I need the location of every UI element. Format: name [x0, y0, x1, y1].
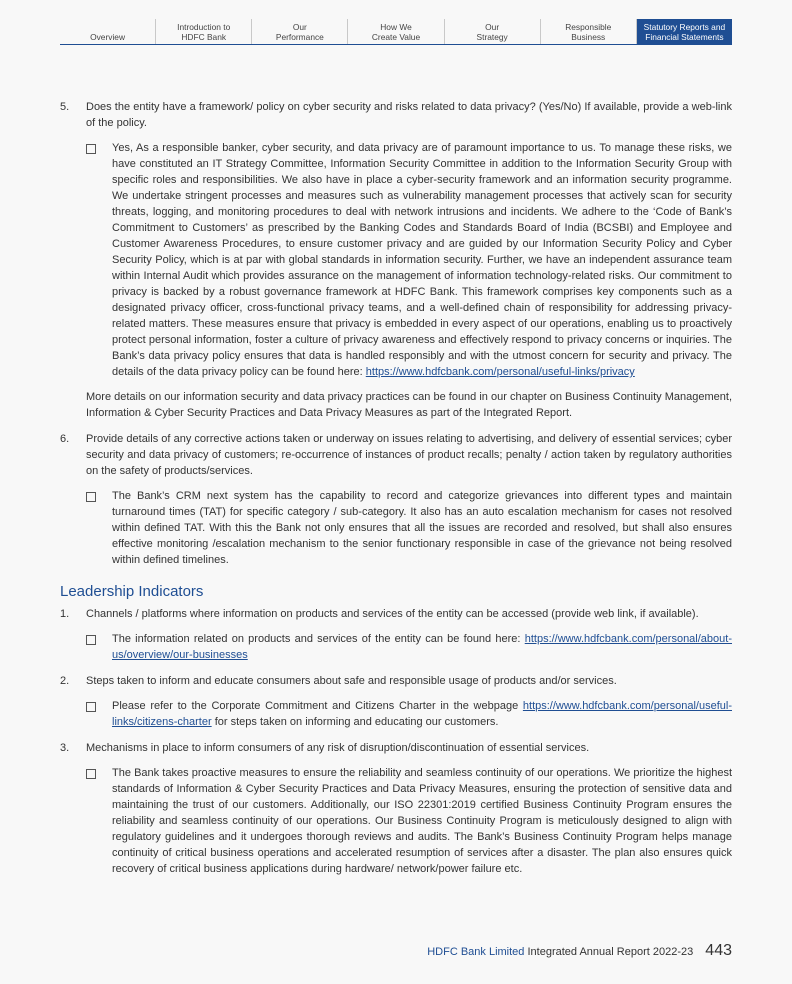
checkbox-bullet-icon	[86, 144, 96, 154]
nav-tab-label: Responsible Business	[565, 22, 612, 42]
more-details-text: More details on our information security and data privacy practices can be found in our chapter on Business Continuity Management, Information & Cyber Security Practices and Data Privacy Measures as part of the Integrated Report.	[86, 391, 732, 419]
answer-text: The information related on products and services of the entity can be found here:	[112, 633, 525, 645]
nav-tab-label: Introduction to HDFC Bank	[177, 22, 231, 42]
question-text: Steps taken to inform and educate consumers about safe and responsible usage of products and/or services.	[86, 675, 617, 687]
nav-tab-introduction[interactable]	[156, 19, 252, 45]
checkbox-bullet-icon	[86, 492, 96, 502]
answer-text: Yes, As a responsible banker, cyber security, and data privacy are of paramount importance to us. To manage these risks, we have constituted an IT Strategy Committee, Information Security Committee in addition to the Information Security Group with specific roles and responsibilities. We also have in place a cyber-security framework and an information security programme. We undertake stringent processes and measures such as vulnerability management processes that actively scan for security threats, logging, and monitoring procedures to deal with network intrusions and incidents. We adhere to the ‘Code of Bank’s Commitment to Customers’ as prescribed by the Banking Codes and Standards Board of India (BCSBI) and Employee and Customer Awareness Procedures, to ensure customer privacy and are guided by our Information Security Policy and Cyber Security Policy, which is at par with global standards in information security. Further, we have an independent assurance team within Internal Audit which provides assurance on the management of information technology-related risks. Our commitment to privacy is backed by a robust governance framework at HDFC Bank. This framework comprises key components such as a designated privacy officer, cross-functional privacy teams, and a well-defined chain of responsibility for addressing privacy-related matters. These measures ensure that privacy is embedded in every aspect of our operations, enabling us to proactively protect personal information, foster a culture of privacy awareness and effectively respond to privacy concerns or inquiries. The Bank’s data privacy policy ensures that data is handled responsibly and with the utmost concern for security and privacy. The details of the data privacy policy can be found here:	[112, 142, 732, 378]
answer-bullet	[86, 698, 732, 730]
answer-bullet	[86, 765, 732, 877]
nav-tab-label: Our Performance	[275, 22, 324, 42]
citizens-charter-link[interactable]: https://www.hdfcbank.com/personal/useful-links/citizens-charter	[112, 700, 732, 728]
nav-tab-performance[interactable]	[252, 19, 348, 45]
footer-bank-name: HDFC Bank Limited	[427, 946, 525, 958]
question-number: 6.	[60, 433, 70, 445]
footer-report-title: Integrated Annual Report 2022-23	[527, 946, 694, 958]
question-text: Provide details of any corrective actions taken or underway on issues relating to advertising, and delivery of essential services; cyber security and data privacy of customers; re-occurrence of instances of product recalls; penalty / action taken by regulatory authorities on the safety of products/services.	[86, 433, 732, 477]
nav-tab-label: Statutory Reports and Financial Statements	[643, 22, 726, 42]
page-number: 443	[705, 942, 732, 959]
answer-text-end: for steps taken on informing and educating our customers.	[211, 716, 499, 728]
leadership-item-3	[60, 740, 732, 877]
leadership-item-2	[60, 673, 732, 730]
nav-tab-strategy[interactable]	[445, 19, 541, 45]
leadership-item-1	[60, 606, 732, 663]
answer-bullet	[86, 631, 732, 663]
question-number: 1.	[60, 608, 70, 620]
nav-tab-label: Overview	[90, 32, 126, 42]
page-footer	[60, 942, 732, 960]
nav-tab-create-value[interactable]	[348, 19, 444, 45]
checkbox-bullet-icon	[86, 702, 96, 712]
answer-text: The Bank takes proactive measures to ensure the reliability and seamless continuity of our operations. We prioritize the highest standards of Information & Cyber Security Practices and Data Privacy Measures, ensuring the protection of sensitive data and maintaining the trust of our customers. Additionally, our ISO 22301:2019 certified Business Continuity Program ensures the reliability and seamless continuity of our operations. Our Business Continuity Program is meticulously designed to align with regulatory guidelines and it undergoes thorough reviews and audits. The Bank’s Business Continuity Program helps manage continuity of critical business operations and accelerated resumption of services after a disaster. The plan also ensures quick recovery of critical business applications during hardware/ network/power failure etc.	[112, 767, 732, 875]
question-text: Channels / platforms where information on products and services of the entity can be accessed (provide web link, if available).	[86, 608, 699, 620]
question-number: 5.	[60, 101, 70, 113]
question-5	[60, 99, 732, 421]
question-6	[60, 431, 732, 568]
question-number: 3.	[60, 742, 70, 754]
checkbox-bullet-icon	[86, 769, 96, 779]
nav-tab-responsible-business[interactable]	[541, 19, 637, 45]
answer-text: The Bank’s CRM next system has the capability to record and categorize grievances into different types and maintain turnaround times (TAT) for specific category / sub-category. It also has an auto escalation mechanism for cases not resolved within defined TAT. With this the Bank not only ensures that all the issues are recorded and resolved, but shall also ensures effective monitoring /escalation mechanism to the senior functionary responsible in case of the grievance not being resolved within defined timelines.	[112, 490, 732, 566]
checkbox-bullet-icon	[86, 635, 96, 645]
nav-tab-statutory-reports[interactable]	[637, 19, 732, 45]
privacy-policy-link[interactable]: https://www.hdfcbank.com/personal/useful-links/privacy	[365, 366, 635, 378]
page-content	[60, 99, 732, 877]
nav-tab-label: How We Create Value	[371, 22, 421, 42]
question-text: Mechanisms in place to inform consumers of any risk of disruption/discontinuation of essential services.	[86, 742, 590, 754]
nav-tab-overview[interactable]	[60, 19, 156, 45]
question-text: Does the entity have a framework/ policy on cyber security and risks related to data privacy? (Yes/No) If available, provide a web-link of the policy.	[86, 101, 732, 129]
nav-divider	[60, 44, 732, 45]
answer-bullet	[86, 140, 732, 380]
answer-bullet	[86, 488, 732, 568]
our-businesses-link[interactable]: https://www.hdfcbank.com/personal/about-us/overview/our-businesses	[112, 633, 732, 661]
section-heading: Leadership Indicators	[60, 583, 204, 600]
question-number: 2.	[60, 675, 70, 687]
top-navigation	[60, 19, 732, 45]
answer-text: Please refer to the Corporate Commitment and Citizens Charter in the webpage	[112, 700, 523, 712]
nav-tab-label: Our Strategy	[476, 22, 508, 42]
